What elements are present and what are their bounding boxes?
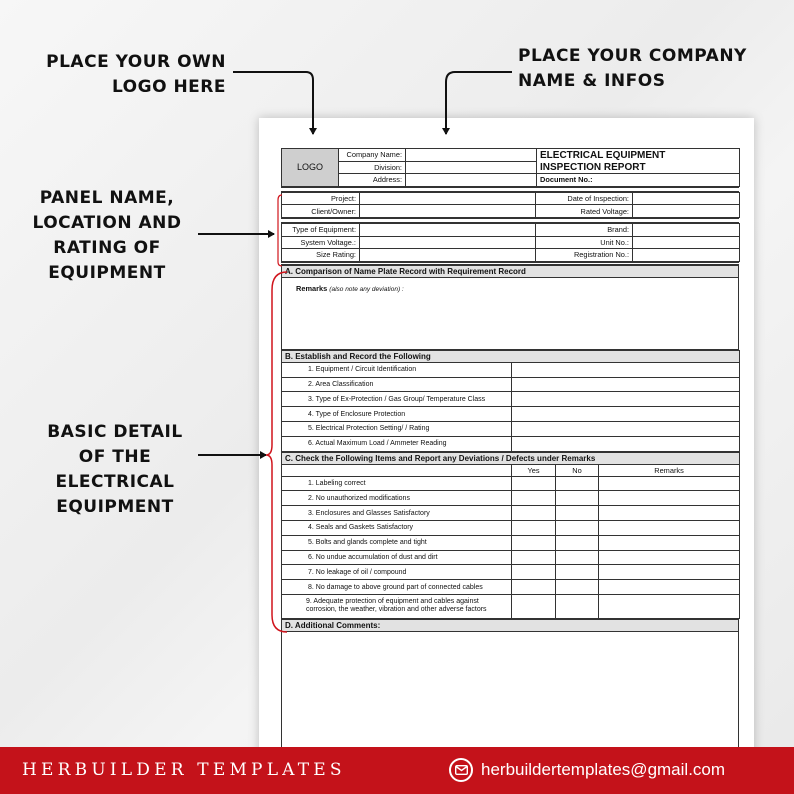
- c-no-cell[interactable]: [556, 506, 599, 521]
- address-field[interactable]: [406, 174, 537, 187]
- project-label: Project:: [282, 192, 360, 205]
- report-title-line1: ELECTRICAL EQUIPMENT: [537, 149, 740, 162]
- report-title-line2: INSPECTION REPORT: [537, 161, 740, 174]
- brand-name: HERBUILDER TEMPLATES: [22, 760, 346, 780]
- project-table: [281, 192, 740, 218]
- c-yes-cell[interactable]: [512, 506, 556, 521]
- project-field[interactable]: [360, 192, 536, 205]
- c-remarks-cell[interactable]: [599, 594, 740, 618]
- c-remarks-cell[interactable]: [599, 506, 740, 521]
- b-item-label: 3. Type of Ex-Protection / Gas Group/ Temperature Class: [282, 392, 512, 407]
- c-item-label: 6. No undue accumulation of dust and dirt: [282, 550, 512, 565]
- c-item-label: 8. No damage to above ground part of connected cables: [282, 580, 512, 595]
- callout-panel-line: RATING OF: [53, 238, 161, 258]
- c-remarks-cell[interactable]: [599, 476, 740, 491]
- c-yes-cell[interactable]: [512, 491, 556, 506]
- b-item-label: 1. Equipment / Circuit Identification: [282, 362, 512, 377]
- callout-panel-line: LOCATION AND: [32, 213, 182, 233]
- c-remarks-cell[interactable]: [599, 565, 740, 580]
- callout-panel: [26, 186, 188, 286]
- c-no-cell[interactable]: [556, 550, 599, 565]
- footer-bar: [0, 747, 794, 794]
- type-equipment-label: Type of Equipment:: [282, 223, 360, 236]
- size-rating-field[interactable]: [360, 249, 536, 262]
- col-remarks: Remarks: [599, 464, 740, 476]
- address-label: Address:: [339, 174, 406, 187]
- size-rating-label: Size Rating:: [282, 249, 360, 262]
- registration-no-label: Registration No.:: [536, 249, 633, 262]
- b-item-label: 6. Actual Maximum Load / Ammeter Reading: [282, 436, 512, 451]
- section-c-heading: C. Check the Following Items and Report any Deviations / Defects under Remarks: [282, 452, 740, 464]
- b-item-field[interactable]: [512, 407, 740, 422]
- c-item-label: 9. Adequate protection of equipment and cables against corrosion, the weather, vibration and other adverse factors: [282, 594, 512, 618]
- c-remarks-cell[interactable]: [599, 580, 740, 595]
- col-yes: Yes: [512, 464, 556, 476]
- section-d-heading: D. Additional Comments:: [282, 619, 739, 631]
- c-header-blank: [282, 464, 512, 476]
- b-item-field[interactable]: [512, 362, 740, 377]
- c-item-label: 2. No unauthorized modifications: [282, 491, 512, 506]
- c-yes-cell[interactable]: [512, 594, 556, 618]
- section-a-heading: A. Comparison of Name Plate Record with Requirement Record: [282, 265, 739, 277]
- callout-company-line: PLACE YOUR COMPANY: [518, 46, 747, 66]
- section-b-heading: B. Establish and Record the Following: [282, 350, 740, 362]
- c-yes-cell[interactable]: [512, 550, 556, 565]
- remarks-label: Remarks: [296, 283, 328, 293]
- brand-label: Brand:: [536, 223, 633, 236]
- section-b-table: [281, 350, 740, 452]
- callout-basic-line: EQUIPMENT: [56, 497, 174, 517]
- c-item-label: 4. Seals and Gaskets Satisfactory: [282, 520, 512, 535]
- section-c-table: [281, 452, 740, 619]
- c-item-label: 3. Enclosures and Glasses Satisfactory: [282, 506, 512, 521]
- callout-logo-line: LOGO HERE: [111, 77, 226, 97]
- b-item-field[interactable]: [512, 436, 740, 451]
- client-field[interactable]: [360, 205, 536, 218]
- contact-email[interactable]: [449, 758, 725, 782]
- equipment-table: [281, 223, 740, 262]
- c-no-cell[interactable]: [556, 491, 599, 506]
- section-d-table: [281, 619, 739, 750]
- date-inspection-label: Date of Inspection:: [536, 192, 633, 205]
- c-item-label: 5. Bolts and glands complete and tight: [282, 535, 512, 550]
- header-table: [281, 148, 740, 187]
- unit-no-label: Unit No.:: [536, 236, 633, 249]
- b-item-label: 4. Type of Enclosure Protection: [282, 407, 512, 422]
- b-item-field[interactable]: [512, 377, 740, 392]
- c-remarks-cell[interactable]: [599, 491, 740, 506]
- brand-field[interactable]: [633, 223, 740, 236]
- c-yes-cell[interactable]: [512, 535, 556, 550]
- c-item-label: 1. Labeling correct: [282, 476, 512, 491]
- c-no-cell[interactable]: [556, 535, 599, 550]
- c-remarks-cell[interactable]: [599, 520, 740, 535]
- c-yes-cell[interactable]: [512, 580, 556, 595]
- c-yes-cell[interactable]: [512, 520, 556, 535]
- remarks-note: (also note any deviation) :: [329, 285, 404, 293]
- callout-basic-line: OF THE: [78, 447, 152, 467]
- company-name-field[interactable]: [406, 149, 537, 162]
- registration-no-field[interactable]: [633, 249, 740, 262]
- envelope-icon: [449, 758, 473, 782]
- c-item-label: 7. No leakage of oil / compound: [282, 565, 512, 580]
- division-field[interactable]: [406, 161, 537, 174]
- date-inspection-field[interactable]: [633, 192, 740, 205]
- callout-basic-line: BASIC DETAIL: [47, 422, 183, 442]
- system-voltage-label: System Voltage.:: [282, 236, 360, 249]
- c-yes-cell[interactable]: [512, 565, 556, 580]
- c-remarks-cell[interactable]: [599, 535, 740, 550]
- b-item-label: 5. Electrical Protection Setting/ / Rating: [282, 421, 512, 436]
- callout-panel-line: PANEL NAME,: [39, 188, 175, 208]
- document-sheet: [259, 118, 754, 758]
- b-item-field[interactable]: [512, 392, 740, 407]
- client-label: Client/Owner:: [282, 205, 360, 218]
- inspection-form: [281, 148, 739, 750]
- logo-placeholder[interactable]: LOGO: [282, 149, 339, 187]
- c-no-cell[interactable]: [556, 565, 599, 580]
- col-no: No: [556, 464, 599, 476]
- email-text[interactable]: herbuildertemplates@gmail.com: [481, 760, 726, 779]
- c-yes-cell[interactable]: [512, 476, 556, 491]
- callout-company: [518, 44, 768, 94]
- c-no-cell[interactable]: [556, 580, 599, 595]
- division-label: Division:: [339, 161, 406, 174]
- type-equipment-field[interactable]: [360, 223, 536, 236]
- section-a-table: [281, 265, 739, 350]
- system-voltage-field[interactable]: [360, 236, 536, 249]
- c-no-cell[interactable]: [556, 520, 599, 535]
- section-a-remarks-area[interactable]: [282, 277, 739, 349]
- callout-basic-detail: [40, 420, 190, 520]
- document-no-label[interactable]: Document No.:: [537, 174, 740, 187]
- c-no-cell[interactable]: [556, 476, 599, 491]
- callout-panel-line: EQUIPMENT: [48, 263, 166, 283]
- callout-logo-line: PLACE YOUR OWN: [46, 52, 226, 72]
- callout-basic-line: ELECTRICAL: [55, 472, 175, 492]
- unit-no-field[interactable]: [633, 236, 740, 249]
- additional-comments-area[interactable]: [282, 631, 739, 749]
- company-name-label: Company Name:: [339, 149, 406, 162]
- b-item-field[interactable]: [512, 421, 740, 436]
- b-item-label: 2. Area Classification: [282, 377, 512, 392]
- c-remarks-cell[interactable]: [599, 550, 740, 565]
- rated-voltage-field[interactable]: [633, 205, 740, 218]
- callout-logo: [36, 50, 226, 100]
- callout-company-line: NAME & INFOS: [518, 71, 666, 91]
- rated-voltage-label: Rated Voltage:: [536, 205, 633, 218]
- c-no-cell[interactable]: [556, 594, 599, 618]
